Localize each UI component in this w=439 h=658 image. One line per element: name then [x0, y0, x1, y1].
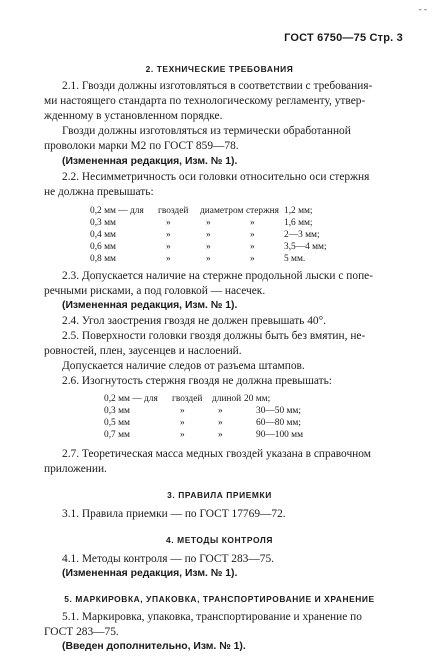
table-cell: 30—50 мм;: [256, 406, 301, 416]
revision-note-2: (Измененная редакция, Изм. № 1).: [62, 300, 238, 311]
table-cell: 0,7 мм: [104, 430, 130, 440]
para-2-5-line-1: 2.5. Поверхности головки гвоздя должны быть без вмятин, не-: [62, 330, 366, 342]
section-4-heading: 4. МЕТОДЫ КОНТРОЛЯ: [166, 535, 273, 545]
para-3-1: 3.1. Правила приемки — по ГОСТ 17769—72.: [62, 508, 286, 520]
table-cell: гвоздей: [158, 206, 189, 216]
table-cell: диаметром: [200, 206, 244, 216]
table-cell: »: [218, 406, 223, 416]
added-note: (Введен дополнительно, Изм. № 1).: [62, 641, 246, 652]
para-2-7-line-1: 2.7. Теоретическая масса медных гвоздей указана в справочном: [62, 448, 371, 460]
table-cell: гвоздей: [172, 394, 203, 404]
table-cell: 0,5 мм: [104, 418, 130, 428]
table-cell: »: [218, 418, 223, 428]
table-cell: 2—3 мм;: [284, 230, 320, 240]
revision-note-3: (Измененная редакция, Изм. № 1).: [62, 568, 238, 579]
table-cell: 0,4 мм: [90, 230, 116, 240]
table-cell: »: [180, 406, 185, 416]
para-2-1-line-1: 2.1. Гвозди должны изготовляться в соответствии с требования-: [62, 80, 373, 92]
table-cell: »: [166, 242, 171, 252]
table-cell: 0,3 мм: [90, 218, 116, 228]
table-cell: 90—100 мм: [256, 430, 304, 440]
table-cell: 1,6 мм;: [284, 218, 313, 228]
table-cell: »: [250, 218, 255, 228]
para-5-1-line-2: ГОСТ 283—75.: [44, 626, 119, 638]
page-header: ГОСТ 6750—75 Стр. 3: [284, 32, 403, 44]
table-cell: 0,3 мм: [104, 406, 130, 416]
para-2-6: 2.6. Изогнутость стержня гвоздя не должна превышать:: [62, 375, 332, 387]
table-cell: »: [250, 230, 255, 240]
section-2-heading: 2. ТЕХНИЧЕСКИЕ ТРЕБОВАНИЯ: [145, 64, 294, 74]
table-cell: 0,8 мм: [90, 254, 116, 264]
table-cell: »: [206, 230, 211, 240]
corner-mark: - -: [418, 4, 427, 14]
table-cell: »: [180, 430, 185, 440]
table-cell: »: [218, 430, 223, 440]
table-cell: »: [250, 242, 255, 252]
para-2-1b-line-2: проволоки марки М2 по ГОСТ 859—78.: [44, 140, 239, 152]
para-2-4: 2.4. Угол заострения гвоздя не должен превышать 40°.: [62, 315, 327, 327]
para-2-2-line-2: не должна превышать:: [44, 186, 154, 198]
table-cell: »: [166, 218, 171, 228]
table-cell: »: [206, 218, 211, 228]
para-2-5-line-2: ровностей, плен, заусенцев и наслоений.: [44, 345, 242, 357]
table-cell: »: [206, 254, 211, 264]
table-cell: 5 мм.: [284, 254, 306, 264]
para-2-2-line-1: 2.2. Несимметричность оси головки относительно оси стержня: [62, 171, 370, 183]
table-cell: 0,2 мм — для: [90, 206, 144, 216]
table-cell: »: [166, 230, 171, 240]
table-cell: 0,6 мм: [90, 242, 116, 252]
para-2-1-line-3: жденному в установленном порядке.: [44, 110, 223, 122]
revision-note-1: (Измененная редакция, Изм. № 1).: [62, 156, 238, 167]
table-cell: »: [180, 418, 185, 428]
table-cell: 1,2 мм;: [284, 206, 313, 216]
table-cell: 60—80 мм;: [256, 418, 301, 428]
table-cell: 3,5—4 мм;: [284, 242, 327, 252]
table-cell: стержня: [246, 206, 279, 216]
table-cell: »: [250, 254, 255, 264]
para-4-1: 4.1. Методы контроля — по ГОСТ 283—75.: [62, 553, 274, 565]
table-cell: 0,2 мм — для: [104, 394, 158, 404]
table-cell: »: [206, 242, 211, 252]
table-cell: длиной: [212, 394, 242, 404]
para-5-1-line-1: 5.1. Маркировка, упаковка, транспортирование и хранение по: [62, 611, 362, 623]
table-cell: »: [166, 254, 171, 264]
para-2-7-line-2: приложении.: [44, 463, 107, 475]
para-2-3-line-1: 2.3. Допускается наличие на стержне продольной лыски с попе-: [62, 270, 374, 282]
para-2-3-line-2: речными рисками, а под головкой — насечек.: [44, 285, 266, 297]
table-cell: 20 мм;: [244, 394, 271, 404]
para-2-1-line-2: ми настоящего стандарта по технологическому регламенту, утвер-: [44, 95, 366, 107]
section-3-heading: 3. ПРАВИЛА ПРИЕМКИ: [167, 490, 272, 500]
section-5-heading: 5. МАРКИРОВКА, УПАКОВКА, ТРАНСПОРТИРОВАНИЕ И ХРАНЕНИЕ: [64, 594, 375, 604]
para-2-5b: Допускается наличие следов от разъема штампов.: [62, 360, 305, 372]
para-2-1b-line-1: Гвозди должны изготовляться из термически обработанной: [62, 125, 351, 137]
